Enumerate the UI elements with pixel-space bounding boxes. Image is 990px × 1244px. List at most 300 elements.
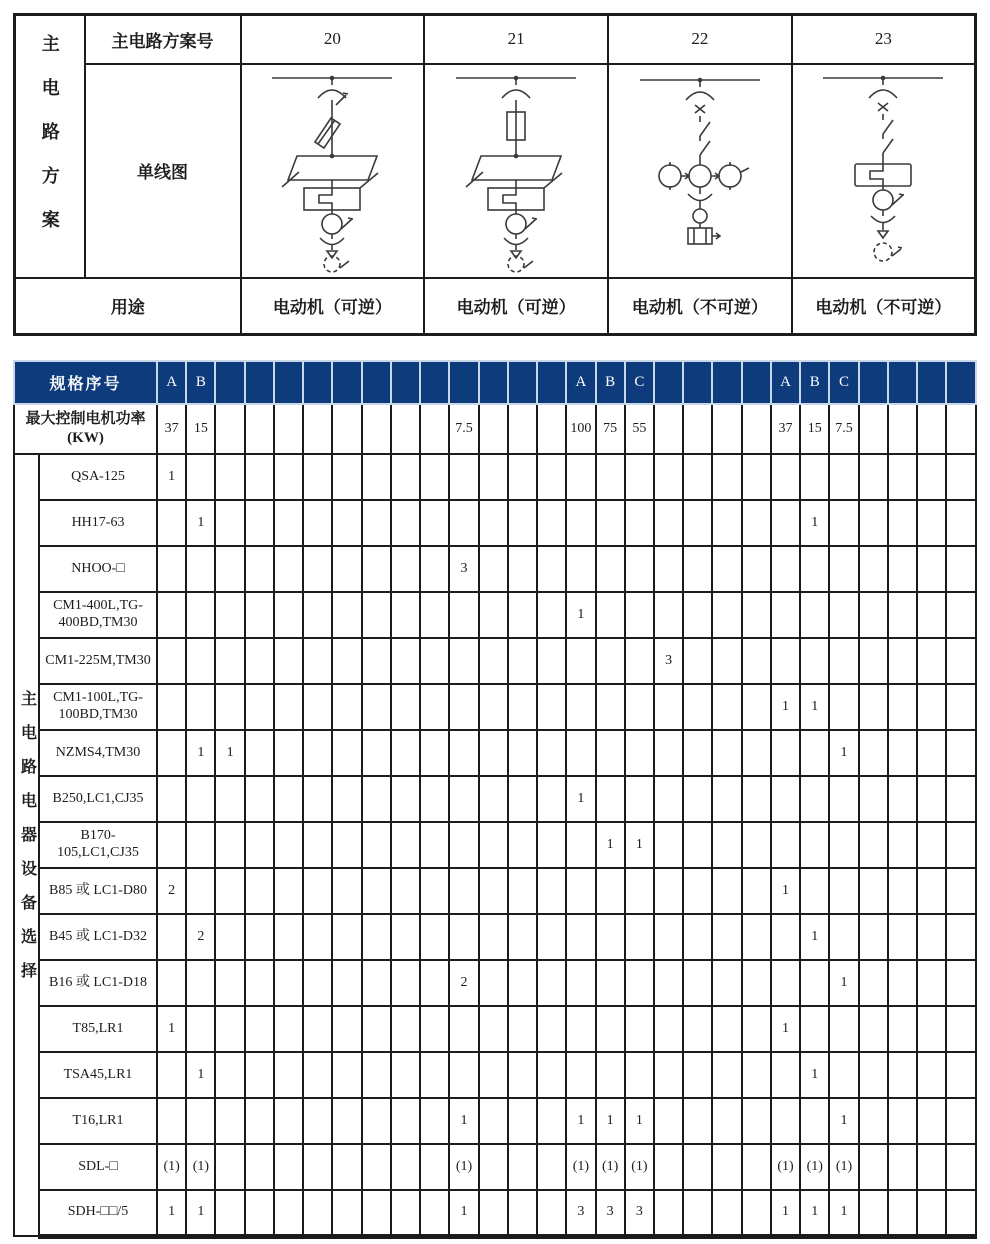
spec-cell [625, 500, 654, 546]
spec-cell [391, 868, 420, 914]
max-motor-power-label [14, 404, 157, 454]
spec-cell [829, 1052, 858, 1098]
spec-cell [683, 500, 712, 546]
spec-cell [449, 638, 478, 684]
spec-power-cell [917, 404, 946, 454]
spec-power-cell [332, 404, 361, 454]
spec-cell [215, 1144, 244, 1190]
spec-cell [332, 684, 361, 730]
spec-col-header-empty [654, 361, 683, 404]
spec-cell [391, 730, 420, 776]
spec-cell [537, 776, 566, 822]
spec-col-header: B [800, 361, 829, 404]
spec-cell [712, 500, 741, 546]
spec-cell [917, 960, 946, 1006]
circuit-diagram-22-svg [625, 68, 775, 273]
spec-cell: 1 [566, 1098, 595, 1144]
spec-cell [712, 1190, 741, 1236]
spec-cell [888, 960, 917, 1006]
spec-cell [888, 500, 917, 546]
spec-cell [303, 454, 332, 500]
spec-cell [829, 454, 858, 500]
spec-row-label: B16 或 LC1-D18 [39, 960, 157, 1006]
spec-cell [479, 1098, 508, 1144]
spec-cell [654, 546, 683, 592]
spec-cell [829, 592, 858, 638]
spec-cell [391, 592, 420, 638]
spec-power-cell [508, 404, 537, 454]
spec-cell [362, 638, 391, 684]
spec-cell [274, 822, 303, 868]
spec-cell: 1 [566, 776, 595, 822]
spec-cell [917, 684, 946, 730]
spec-cell [625, 868, 654, 914]
spec-cell [362, 1144, 391, 1190]
spec-cell [332, 914, 361, 960]
spec-cell [303, 776, 332, 822]
spec-cell [303, 500, 332, 546]
spec-cell [362, 868, 391, 914]
spec-row-label: QSA-125 [39, 454, 157, 500]
scheme-side-header [15, 15, 85, 278]
spec-cell [303, 960, 332, 1006]
spec-cell [859, 960, 888, 1006]
spec-cell [566, 546, 595, 592]
spec-cell [683, 1098, 712, 1144]
single-line-diagram-23 [792, 64, 976, 278]
spec-cell [771, 546, 800, 592]
single-line-diagram-20 [241, 64, 425, 278]
use-scheme-21: 电动机（可逆） [424, 278, 608, 335]
spec-cell [712, 1144, 741, 1190]
spec-cell [859, 1144, 888, 1190]
spec-cell [625, 1006, 654, 1052]
spec-cell [917, 822, 946, 868]
spec-cell [596, 960, 625, 1006]
spec-col-header: C [829, 361, 858, 404]
spec-cell: 1 [625, 1098, 654, 1144]
spec-power-cell [420, 404, 449, 454]
spec-cell [742, 868, 771, 914]
spec-row-label: NZMS4,TM30 [39, 730, 157, 776]
spec-cell [800, 638, 829, 684]
spec-cell [537, 1190, 566, 1236]
spec-cell [186, 1098, 215, 1144]
spec-cell [245, 500, 274, 546]
spec-cell [859, 914, 888, 960]
spec-cell: (1) [596, 1144, 625, 1190]
spec-cell [800, 546, 829, 592]
spec-power-cell [479, 404, 508, 454]
spec-cell: 1 [800, 914, 829, 960]
max-motor-power-text: 最大控制电机功率 [25, 411, 146, 428]
spec-cell [245, 914, 274, 960]
spec-col-header-empty [888, 361, 917, 404]
spec-cell [420, 776, 449, 822]
spec-row-label: CM1-400L,TG-400BD,TM30 [39, 592, 157, 638]
spec-cell [420, 868, 449, 914]
spec-cell [771, 454, 800, 500]
spec-cell [537, 592, 566, 638]
spec-power-cell [245, 404, 274, 454]
spec-cell [654, 868, 683, 914]
spec-cell [917, 592, 946, 638]
spec-cell [332, 822, 361, 868]
spec-cell [274, 684, 303, 730]
spec-cell [946, 868, 976, 914]
spec-cell: 1 [596, 822, 625, 868]
spec-cell [829, 500, 858, 546]
spec-cell [362, 684, 391, 730]
spec-cell [742, 960, 771, 1006]
spec-power-cell [654, 404, 683, 454]
spec-cell [479, 914, 508, 960]
spec-col-header-empty [712, 361, 741, 404]
spec-cell [157, 914, 186, 960]
spec-cell [537, 822, 566, 868]
spec-cell: (1) [449, 1144, 478, 1190]
spec-cell [215, 960, 244, 1006]
spec-cell [712, 1098, 741, 1144]
spec-cell: 1 [829, 960, 858, 1006]
spec-row-label: T85,LR1 [39, 1006, 157, 1052]
spec-cell [420, 730, 449, 776]
spec-cell [332, 1098, 361, 1144]
spec-cell [449, 868, 478, 914]
spec-cell [566, 868, 595, 914]
spec-cell [362, 500, 391, 546]
spec-col-header-empty [537, 361, 566, 404]
spec-cell [391, 638, 420, 684]
spec-cell [946, 592, 976, 638]
spec-cell [712, 914, 741, 960]
spec-col-header-empty [742, 361, 771, 404]
spec-cell [362, 822, 391, 868]
spec-cell [362, 776, 391, 822]
spec-row-label: B85 或 LC1-D80 [39, 868, 157, 914]
spec-power-cell [274, 404, 303, 454]
spec-cell [303, 914, 332, 960]
spec-cell [449, 730, 478, 776]
spec-cell [215, 1052, 244, 1098]
spec-cell: 1 [449, 1190, 478, 1236]
spec-cell [683, 638, 712, 684]
spec-cell [596, 684, 625, 730]
spec-cell [625, 638, 654, 684]
spec-cell [332, 960, 361, 1006]
spec-cell [859, 1190, 888, 1236]
spec-col-header-empty [245, 361, 274, 404]
spec-cell [449, 592, 478, 638]
spec-cell [362, 1190, 391, 1236]
spec-cell [479, 960, 508, 1006]
spec-power-cell: 7.5 [829, 404, 858, 454]
spec-cell [508, 500, 537, 546]
spec-col-header-empty [508, 361, 537, 404]
spec-cell [274, 868, 303, 914]
spec-cell [215, 638, 244, 684]
spec-cell [946, 1144, 976, 1190]
spec-cell [654, 1144, 683, 1190]
spec-cell [420, 960, 449, 1006]
spec-cell: 3 [449, 546, 478, 592]
spec-col-header-empty [303, 361, 332, 404]
spec-cell: 3 [566, 1190, 595, 1236]
spec-cell [537, 638, 566, 684]
spec-cell [303, 638, 332, 684]
spec-cell [859, 546, 888, 592]
spec-cell [157, 730, 186, 776]
spec-cell [596, 546, 625, 592]
spec-cell [596, 914, 625, 960]
spec-cell [537, 1006, 566, 1052]
spec-cell [829, 868, 858, 914]
spec-cell [508, 960, 537, 1006]
spec-cell [771, 500, 800, 546]
spec-side-header [14, 454, 39, 1236]
spec-cell [946, 1098, 976, 1144]
spec-cell [215, 776, 244, 822]
spec-cell [712, 684, 741, 730]
spec-cell [420, 684, 449, 730]
circuit-diagram-21-svg [441, 68, 591, 273]
spec-cell [215, 1098, 244, 1144]
spec-cell [683, 822, 712, 868]
spec-cell [800, 454, 829, 500]
spec-cell [946, 1006, 976, 1052]
spec-cell [917, 730, 946, 776]
spec-cell [391, 1190, 420, 1236]
spec-cell [332, 1190, 361, 1236]
spec-cell [303, 730, 332, 776]
spec-cell [362, 1006, 391, 1052]
spec-side-header-text: 主电路电器设备选择 [18, 689, 36, 996]
spec-cell [917, 914, 946, 960]
spec-row-label: SDL-□ [39, 1144, 157, 1190]
spec-cell [420, 1190, 449, 1236]
spec-cell [215, 1190, 244, 1236]
spec-col-header: A [157, 361, 186, 404]
spec-cell: 1 [800, 500, 829, 546]
spec-selection-table [13, 360, 977, 1239]
spec-cell [683, 868, 712, 914]
spec-cell [888, 638, 917, 684]
use-scheme-20: 电动机（可逆） [241, 278, 425, 335]
spec-power-cell [946, 404, 976, 454]
spec-cell [449, 500, 478, 546]
spec-cell [625, 1052, 654, 1098]
spec-cell [479, 454, 508, 500]
spec-cell [537, 868, 566, 914]
spec-cell [566, 454, 595, 500]
spec-cell: 1 [771, 868, 800, 914]
use-scheme-22: 电动机（不可逆） [608, 278, 792, 335]
spec-cell: 2 [157, 868, 186, 914]
spec-cell [420, 1052, 449, 1098]
spec-cell [479, 546, 508, 592]
spec-cell [332, 730, 361, 776]
spec-cell [186, 684, 215, 730]
spec-cell [712, 1006, 741, 1052]
spec-cell [654, 592, 683, 638]
spec-cell [420, 638, 449, 684]
spec-cell [215, 500, 244, 546]
spec-cell [596, 730, 625, 776]
spec-cell: 3 [596, 1190, 625, 1236]
spec-cell [332, 592, 361, 638]
spec-cell [829, 684, 858, 730]
spec-cell [420, 546, 449, 592]
spec-col-header: A [566, 361, 595, 404]
spec-row-label: TSA45,LR1 [39, 1052, 157, 1098]
spec-power-cell: 37 [157, 404, 186, 454]
spec-cell [362, 546, 391, 592]
spec-cell [508, 684, 537, 730]
spec-cell [245, 1144, 274, 1190]
spec-power-cell [362, 404, 391, 454]
spec-cell: (1) [157, 1144, 186, 1190]
spec-cell [332, 776, 361, 822]
spec-cell [274, 960, 303, 1006]
spec-cell [683, 914, 712, 960]
spec-cell [274, 638, 303, 684]
spec-cell [274, 592, 303, 638]
spec-cell [917, 546, 946, 592]
spec-cell [712, 822, 741, 868]
spec-cell [654, 1190, 683, 1236]
spec-power-cell [888, 404, 917, 454]
spec-cell [742, 1098, 771, 1144]
spec-cell [186, 592, 215, 638]
spec-cell [157, 638, 186, 684]
spec-cell [537, 1144, 566, 1190]
spec-cell [712, 638, 741, 684]
spec-cell [391, 1006, 420, 1052]
spec-cell [917, 1144, 946, 1190]
spec-cell [771, 960, 800, 1006]
spec-cell [449, 1052, 478, 1098]
spec-cell [654, 776, 683, 822]
spec-cell [859, 638, 888, 684]
spec-cell [946, 1052, 976, 1098]
spec-cell: 1 [449, 1098, 478, 1144]
spec-cell [479, 1190, 508, 1236]
spec-cell [596, 1052, 625, 1098]
spec-cell [771, 822, 800, 868]
spec-cell [771, 1052, 800, 1098]
spec-cell [537, 684, 566, 730]
spec-cell [712, 868, 741, 914]
spec-cell [274, 730, 303, 776]
spec-cell [245, 684, 274, 730]
spec-cell [683, 1052, 712, 1098]
spec-cell [712, 1052, 741, 1098]
spec-cell: 1 [625, 822, 654, 868]
scheme-number-23: 23 [792, 15, 976, 64]
spec-row-label: CM1-225M,TM30 [39, 638, 157, 684]
spec-row-label: CM1-100L,TG-100BD,TM30 [39, 684, 157, 730]
spec-row-label: B45 或 LC1-D32 [39, 914, 157, 960]
spec-cell [245, 638, 274, 684]
spec-cell [391, 960, 420, 1006]
spec-cell [917, 1006, 946, 1052]
use-row-label: 用途 [15, 278, 241, 335]
spec-col-header: A [771, 361, 800, 404]
spec-cell [479, 592, 508, 638]
spec-cell [742, 1144, 771, 1190]
spec-cell [508, 1144, 537, 1190]
spec-col-header-empty [479, 361, 508, 404]
scheme-number-label: 主电路方案号 [85, 15, 241, 64]
spec-cell [917, 454, 946, 500]
spec-cell [391, 546, 420, 592]
spec-cell: 3 [625, 1190, 654, 1236]
spec-power-cell: 37 [771, 404, 800, 454]
spec-col-header-empty [274, 361, 303, 404]
spec-cell [479, 730, 508, 776]
spec-cell [245, 776, 274, 822]
spec-cell [215, 1006, 244, 1052]
spec-row-label: NHOO-□ [39, 546, 157, 592]
spec-cell [391, 914, 420, 960]
spec-cell [245, 868, 274, 914]
spec-cell [683, 1190, 712, 1236]
spec-cell [245, 1098, 274, 1144]
spec-cell: 1 [157, 1190, 186, 1236]
spec-cell [420, 592, 449, 638]
spec-cell [391, 1144, 420, 1190]
spec-cell: 1 [800, 1052, 829, 1098]
spec-cell [742, 1006, 771, 1052]
spec-cell [742, 914, 771, 960]
spec-cell [771, 730, 800, 776]
spec-cell [859, 1052, 888, 1098]
spec-cell [683, 592, 712, 638]
spec-cell [362, 960, 391, 1006]
spec-cell [303, 868, 332, 914]
spec-cell [625, 454, 654, 500]
spec-cell [566, 684, 595, 730]
spec-power-cell [391, 404, 420, 454]
spec-cell [829, 638, 858, 684]
spec-cell [537, 1098, 566, 1144]
spec-cell [449, 914, 478, 960]
spec-cell [274, 1098, 303, 1144]
spec-cell [654, 1098, 683, 1144]
spec-cell [215, 684, 244, 730]
spec-cell [303, 1190, 332, 1236]
spec-header-label: 规格序号 [14, 361, 157, 404]
spec-cell [654, 500, 683, 546]
spec-col-header-empty [215, 361, 244, 404]
spec-cell [654, 960, 683, 1006]
spec-cell [800, 868, 829, 914]
scheme-number-22: 22 [608, 15, 792, 64]
scheme-number-21: 21 [424, 15, 608, 64]
spec-cell [391, 454, 420, 500]
spec-cell [362, 592, 391, 638]
spec-cell [742, 730, 771, 776]
spec-power-cell: 100 [566, 404, 595, 454]
spec-cell: 1 [186, 500, 215, 546]
spec-power-cell [683, 404, 712, 454]
spec-cell [332, 546, 361, 592]
spec-cell [683, 960, 712, 1006]
spec-cell: 1 [771, 1190, 800, 1236]
spec-cell [566, 730, 595, 776]
spec-cell [596, 638, 625, 684]
spec-cell [332, 1144, 361, 1190]
